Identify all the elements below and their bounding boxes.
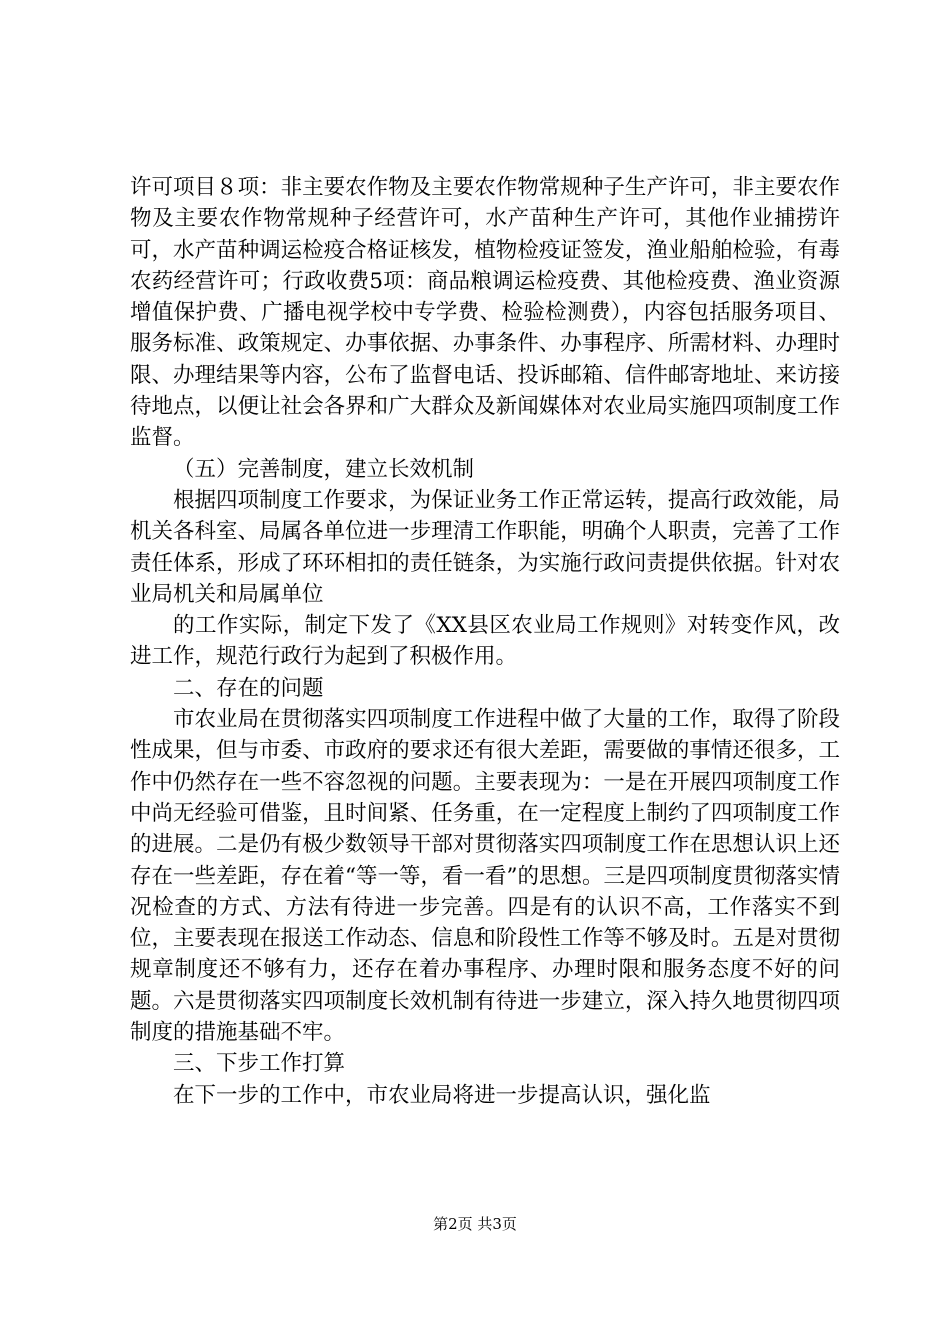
paragraph-work-rules: 的工作实际，制定下发了《XX县区农业局工作规则》对转变作风，改进工作，规范行政行为起到了积极作用。 <box>130 613 840 670</box>
paragraph-next-steps: 在下一步的工作中，市农业局将进一步提高认识，强化监 <box>173 1082 711 1108</box>
page-number-label: 第2页 共3页 <box>433 1215 517 1233</box>
section-heading-next-steps: 三、下步工作打算 <box>173 1051 346 1077</box>
paragraph-responsibility-system: 根据四项制度工作要求，为保证业务工作正常运转，提高行政效能，局机关各科室、局属各单位进一步理清工作职能，明确个人职责，完善了工作责任体系，形成了环环相扣的责任链条，为实施行政问责提供依据。针对农业局机关和局属单位 <box>130 487 840 607</box>
page-footer <box>0 1213 950 1234</box>
paragraph-license-items: 许可项目８项：非主要农作物及主要农作物常规种子生产许可，非主要农作物及主要农作物常规种子经营许可，水产苗种生产许可，其他作业捕捞许可，水产苗种调运检疫合格证核发，植物检疫证签发，渔业船舶检验，有毒农药经营许可；行政收费5项：商品粮调运检疫费、其他检疫费、渔业资源增值保护费、广播电视学校中专学费、检验检测费），内容包括服务项目、服务标准、政策规定、办事依据、办事条件、办事程序、所需材料、办理时限、办理结果等内容，公布了监督电话、投诉邮箱、信件邮寄地址、来访接待地点，以便让社会各界和广大群众及新闻媒体对农业局实施四项制度工作监督。 <box>130 175 840 451</box>
section-heading-existing-problems: 二、存在的问题 <box>173 675 324 701</box>
paragraph-problems-detail: 市农业局在贯彻落实四项制度工作进程中做了大量的工作，取得了阶段性成果，但与市委、市政府的要求还有很大差距，需要做的事情还很多，工作中仍然存在一些不容忽视的问题。主要表现为：一是在开展四项制度工作中尚无经验可借鉴，且时间紧、任务重，在一定程度上制约了四项制度工作的进展。二是仍有极少数领导干部对贯彻落实四项制度工作在思想认识上还存在一些差距，存在着“等一等，看一看”的思想。三是四项制度贯彻落实情况检查的方式、方法有待进一步完善。四是有的认识不高，工作落实不到位，主要表现在报送工作动态、信息和阶段性工作等不够及时。五是对贯彻规章制度还不够有力，还存在着办事程序、办理时限和服务态度不好的问题。六是贯彻落实四项制度长效机制有待进一步建立，深入持久地贯彻四项制度的措施基础不牢。 <box>130 707 840 1046</box>
document-body <box>130 172 840 1111</box>
section-heading-improve-system: （五）完善制度，建立长效机制 <box>173 456 475 482</box>
